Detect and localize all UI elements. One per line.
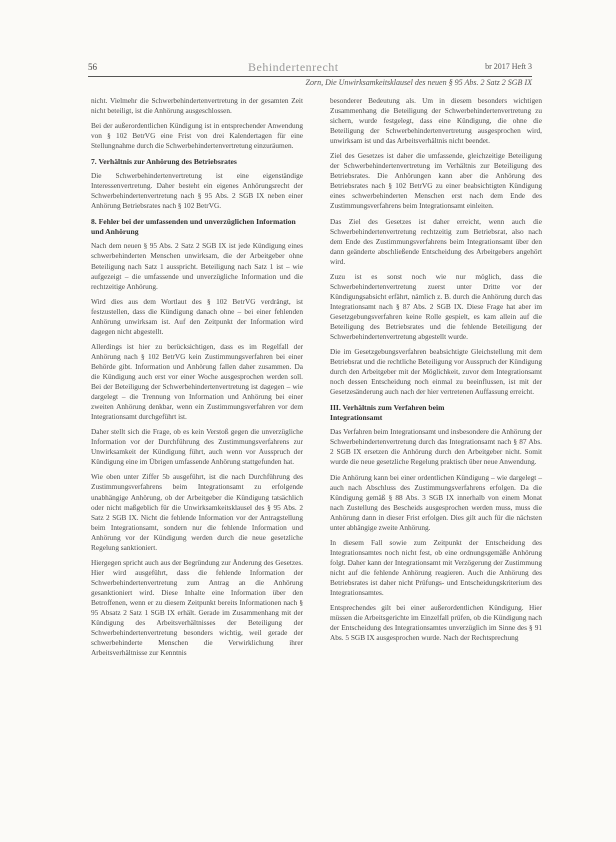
- paragraph: Die Anhörung kann bei einer ordentlichen Kündigung – wie dargelegt – auch nach Abschluss des Zustimmungsverfahrens erfolgen. Da die Kündigung gemäß § 88 Abs. 3 SGB IX innerhalb von einem Monat nach Zustellung des Bescheids ausgesprochen werden muss, muss die Anhörung dann in dieser Frist erfolgen. Dies gilt auch für die nächsten unter abhängige zweite Anhörung.: [330, 472, 542, 532]
- paragraph: Das Verfahren beim Integrationsamt und insbesondere die Anhörung der Schwerbehindertenvertretung durch das Integrationsamt nach § 87 Abs. 2 SGB IX ersetzen die Anhörung durch den Arbeitgeber nicht. Somit wurde die neue gesetzliche Regelung praktisch über neue Anwendung.: [330, 427, 542, 467]
- paragraph: Ziel des Gesetzes ist daher die umfassende, gleichzeitige Beteiligung der Schwerbehindertenvertretung im Verhältnis zur Beteiligung des Betriebsrates. Die Anhörungen kann aber die Anhörung des Betriebsrates nach § 102 BetrVG zu einer beabsichtigten Kündigung eines schwerbehinderten Menschen erst nach dem Ende des Zustimmungsverfahrens beim Integrationsamt einleiten.: [330, 151, 542, 211]
- paragraph: Wie oben unter Ziffer 5b ausgeführt, ist die nach Durchführung des Zustimmungsverfahrens beim Integrationsamt zu erfolgende unabhängige Anhörung, ob der Arbeitgeber die Kündigung tatsächlich oder nicht maßgeblich für die Unwirksamkeitsklausel des § 95 Abs. 2 Satz 2 SGB IX. Nicht die fehlende Information vor der Antragstellung beim Integrationsamt, sondern nur die fehlende Information und Anhörung vor der Kündigung werden durch die neue gesetzliche Regelung sanktioniert.: [91, 472, 303, 552]
- paragraph: Zuzu ist es sonst noch wie nur möglich, dass die Schwerbehindertenvertretung zuerst unter Dritte vor der Kündigungsabsicht erfährt, nämlich z. B. durch die Anhörung durch das Integrationsamt nach § 87 Abs. 2 SGB IX. Diese Frage hat aber im Gesetzgebungsverfahren keine Rolle gespielt, es kam allein auf die Beteiligung des Betriebsrates und die fehlende Beteiligung der Schwerbehindertenvertretung abgestellt wurde.: [330, 271, 542, 342]
- paragraph: Daher stellt sich die Frage, ob es kein Verstoß gegen die unverzügliche Information vor der Durchführung des Zustimmungsverfahrens zur Unwirksamkeit der Kündigung führt, auch wenn vor Ausspruch der Kündigung eine im Übrigen umfassende Anhörung stattgefunden hat.: [91, 427, 303, 467]
- paragraph: In diesem Fall sowie zum Zeitpunkt der Entscheidung des Integrationsamtes noch nicht fest, ob eine ordnungsgemäße Anhörung folgt. Daher kann der Integrationsamt mit Verzögerung der Zustimmung nicht auf die fehlende Anhörung reagieren. Auch die Anhörung des Betriebsrates ist daher nicht Prüfungs- und Entscheidungskriterium des Integrationsamtes.: [330, 537, 542, 598]
- heading-line: Integrationsamt: [330, 413, 383, 423]
- paragraph: Nach dem neuen § 95 Abs. 2 Satz 2 SGB IX ist jede Kündigung eines schwerbehinderten Menschen unwirksam, die der Arbeitgeber ohne Beteiligung nach Satz 1 ausspricht. Beteiligung nach Satz 1 ist – wie aufgezeigt – die umfassende und unverzügliche Information und die rechtzeitige Anhörung.: [91, 241, 303, 291]
- section-heading: [330, 403, 542, 423]
- paragraph: Wird dies aus dem Wortlaut des § 102 BetrVG verdrängt, ist festzustellen, dass die Kündigung danach ohne – bei einer fehlenden Anhörung unwirksam ist. Auf den Zeitpunkt der Information wird dagegen nicht abgestellt.: [91, 296, 303, 336]
- journal-title: Behindertenrecht: [248, 60, 339, 74]
- issue-info: br 2017 Heft 3: [485, 62, 532, 71]
- paragraph: Entsprechendes gilt bei einer außerordentlichen Kündigung. Hier müssen die Arbeitsgerichte im Einzelfall prüfen, ob die Kündigung nach der Entscheidung des Integrationsamtes unverzüglich im Sinne des § 91 Abs. 5 SGB IX ausgesprochen wurde. Nach der Rechtsprechung: [330, 603, 542, 643]
- page-header: [88, 62, 532, 74]
- paragraph: besonderer Bedeutung als. Um in diesem besonders wichtigen Zusammenhang die Beteiligung der Schwerbehindertenvertretung zu sichern, wurde festgelegt, dass eine Kündigung, die ohne die Beteiligung der Schwerbehindertenvertretung ausgesprochen wird, unwirksam ist und das Arbeitsverhältnis nicht beendet.: [330, 96, 542, 146]
- heading-line: III. Verhältnis zum Verfahren beim: [330, 403, 445, 413]
- paragraph: Die Schwerbehindertenvertretung ist eine eigenständige Interessenvertretung. Daher besteht ein eigenes Anhörungsrecht der Schwerbehindertenvertretung nach § 95 Abs. 2 SGB IX neben einer Anhörung Betriebsrates nach § 102 BetrVG.: [91, 171, 303, 211]
- article-subtitle: Zorn, Die Unwirksamkeitsklausel des neuen § 95 Abs. 2 Satz 2 SGB IX: [305, 78, 532, 87]
- section-heading: 7. Verhältnis zur Anhörung des Betriebsrates: [91, 157, 237, 167]
- page-number: 56: [88, 62, 97, 72]
- paragraph: nicht. Vielmehr die Schwerbehindertenvertretung in der gesamten Zeit nicht beteiligt, ist die Anhörung ausgeschlossen.: [91, 96, 303, 116]
- header-rule: [88, 76, 532, 77]
- paragraph: Allerdings ist hier zu berücksichtigen, dass es im Regelfall der Anhörung nach § 102 BetrVG kein Zustimmungsverfahren bei einer Behörde gibt. Information und Anhörung fallen daher zusammen. Da die Kündigung auch erst vor einer Woche ausgesprochen werden soll. Bei der Beteiligung der Schwerbehindertenvertretung ist dagegen – wie dargelegt – die Trennung von Information und Anhörung bei einer zweiten Anhörung denkbar, wenn ein Zustimmungsverfahren vor dem Integrationsamt durchgeführt ist.: [91, 341, 303, 422]
- paragraph: Hiergegen spricht auch aus der Begründung zur Änderung des Gesetzes. Hier wird ausgeführt, dass die fehlende Information der Schwerbehindertenvertretung zum Antrag an die Anhörung gesanktioniert wird. Diese Inhalte eine Information über den Betroffenen, wenn er zu diesem Zeitpunkt bereits Informationen nach § 95 Absatz 2 Satz 1 SGB IX erhält. Gerade im Zusammenhang mit der Kündigung des Arbeitsverhältnisses der Beteiligung der Schwerbehindertenvertretung besonders wichtig, weil gerade der schwerbehinderte Menschen die Verwirklichung ihrer Arbeitsverhältnisse zur Kenntnis: [91, 557, 303, 658]
- right-column: [330, 96, 542, 648]
- paragraph: Das Ziel des Gesetzes ist daher erreicht, wenn auch die Schwerbehindertenvertretung rechtzeitig zum Betriebsrat, also nach dem Ende des Zustimmungsverfahrens beim Integrationsamt über den dann geänderte abschließende Entscheidung des Arbeitgebers angehört wird.: [330, 216, 542, 266]
- left-column: [91, 96, 303, 663]
- paragraph: Bei der außerordentlichen Kündigung ist in entsprechender Anwendung von § 102 BetrVG eine Frist von drei Kalendertagen für eine Stellungnahme durch die Schwerbehindertenvertretung einzuräumen.: [91, 121, 303, 151]
- section-heading: 8. Fehler bei der umfassenden und unverzüglichen Information und Anhörung: [91, 217, 296, 237]
- paragraph: Die im Gesetzgebungsverfahren beabsichtigte Gleichstellung mit dem Betriebsrat und die rechtliche Beteiligung vor Ausspruch der Kündigung durch den Arbeitgeber mit der Möglichkeit, zuvor dem Integrationsamt noch dessen Entscheidung noch einmal zu beeinflussen, ist mit der Gesetzesänderung auch nach der hier vertretenen Auffassung erreicht.: [330, 347, 542, 397]
